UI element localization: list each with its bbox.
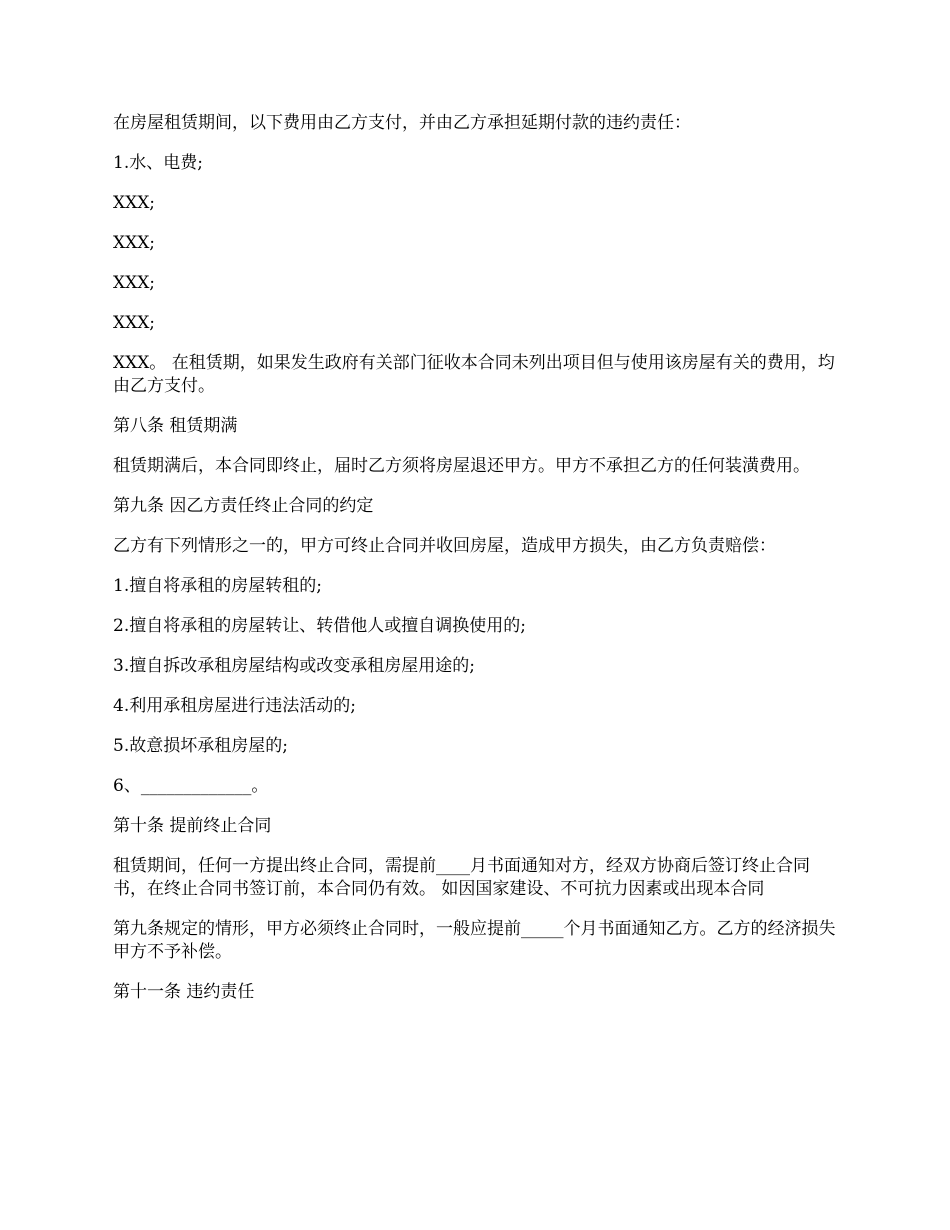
section-heading-article-11: 第十一条 违约责任 <box>113 982 255 1002</box>
section-heading-article-9: 第九条 因乙方责任终止合同的约定 <box>113 496 374 516</box>
list-item-sublease: 1.擅自将承租的房屋转租的; <box>113 576 322 596</box>
list-item-blank: 6、_____________。 <box>113 776 269 796</box>
paragraph-early-termination: 租赁期间，任何一方提出终止合同，需提前____月书面通知对方，经双方协商后签订终止合同书，在终止合同书签订前，本合同仍有效。 如因国家建设、不可抗力因素或出现本合同 <box>113 856 810 899</box>
list-item-transfer: 2.擅自将承租的房屋转让、转借他人或擅自调换使用的; <box>113 616 526 636</box>
document-body <box>113 112 838 1021</box>
section-heading-article-8: 第八条 租赁期满 <box>113 416 238 436</box>
paragraph-lease-expiry: 租赁期满后，本合同即终止，届时乙方须将房屋退还甲方。甲方不承担乙方的任何装潢费用。 <box>113 456 810 476</box>
paragraph-government-fees: XXX。 在租赁期，如果发生政府有关部门征收本合同未列出项目但与使用该房屋有关的费用，均由乙方支付。 <box>113 353 835 396</box>
list-item-alteration: 3.擅自拆改承租房屋结构或改变承租房屋用途的; <box>113 656 475 676</box>
list-item-placeholder: XXX; <box>113 273 156 293</box>
section-heading-article-10: 第十条 提前终止合同 <box>113 816 272 836</box>
list-item-placeholder: XXX; <box>113 193 156 213</box>
list-item-illegal-activity: 4.利用承租房屋进行违法活动的; <box>113 696 356 716</box>
list-item-water-electricity: 1.水、电费; <box>113 153 203 173</box>
list-item-placeholder: XXX; <box>113 233 156 253</box>
list-item-placeholder: XXX; <box>113 313 156 333</box>
paragraph-fees-intro: 在房屋租赁期间，以下费用由乙方支付，并由乙方承担延期付款的违约责任： <box>113 113 691 133</box>
list-item-damage: 5.故意损坏承租房屋的; <box>113 736 288 756</box>
paragraph-termination-conditions: 乙方有下列情形之一的，甲方可终止合同并收回房屋，造成甲方损失，由乙方负责赔偿： <box>113 536 776 556</box>
paragraph-article-9-reference: 第九条规定的情形，甲方必须终止合同时，一般应提前_____个月书面通知乙方。乙方的经济损失甲方不予补偿。 <box>113 919 836 962</box>
